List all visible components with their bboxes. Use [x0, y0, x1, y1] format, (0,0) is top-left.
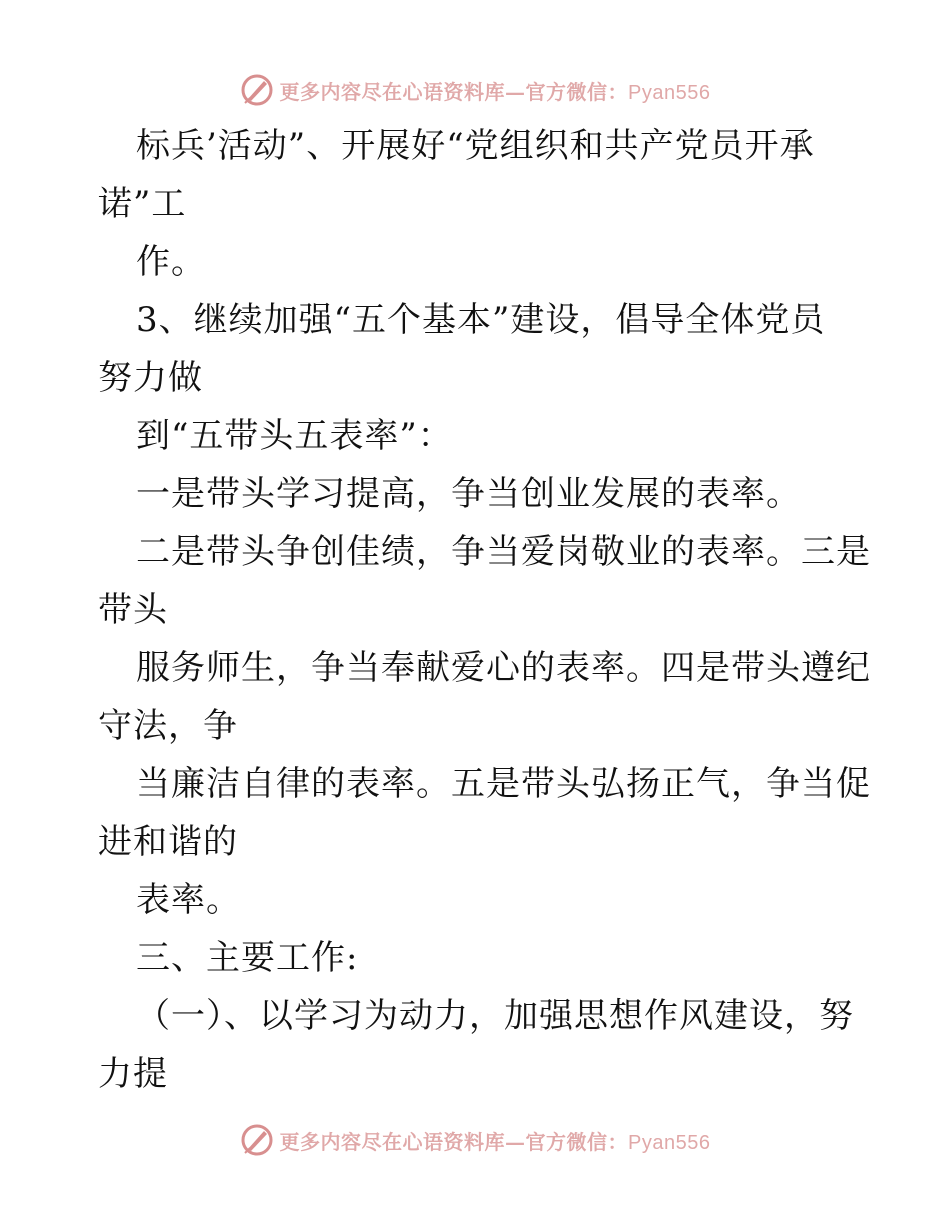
- text-line: 三、主要工作:: [136, 938, 359, 978]
- text-line: 3、继续加强“五个基本”建设，倡导全体党员: [136, 300, 826, 340]
- text-line: 力提: [98, 1054, 168, 1094]
- text-line: 当廉洁自律的表率。五是带头弘扬正气，争当促: [136, 764, 871, 804]
- text-line: 进和谐的: [98, 822, 238, 862]
- quill-logo-icon: [240, 73, 274, 107]
- watermark-text: 更多内容尽在心语资料库—官方微信：Pyan556: [279, 1129, 711, 1154]
- quill-logo-icon: [240, 1123, 274, 1157]
- watermark-header: [0, 70, 950, 110]
- document-body: [98, 117, 871, 1103]
- text-line: 到“五带头五表率”：: [136, 416, 453, 456]
- text-line: 作。: [136, 242, 206, 282]
- text-line: 二是带头争创佳绩，争当爱岗敬业的表率。三是: [136, 532, 871, 572]
- text-line: （一）、以学习为动力，加强思想作风建设，努: [136, 996, 854, 1036]
- text-line: 服务师生，争当奉献爱心的表率。四是带头遵纪: [136, 648, 871, 688]
- text-line: 努力做: [98, 358, 203, 398]
- watermark-footer: [0, 1120, 950, 1160]
- watermark-text: 更多内容尽在心语资料库—官方微信：Pyan556: [279, 79, 711, 104]
- text-line: 诺”工: [98, 184, 187, 224]
- text-line: 守法，争: [98, 706, 238, 746]
- text-line: 表率。: [136, 880, 241, 920]
- text-line: 一是带头学习提高，争当创业发展的表率。: [136, 474, 801, 514]
- text-line: 标兵’活动”、开展好“党组织和共产党员开承: [136, 126, 815, 166]
- text-line: 带头: [98, 590, 168, 630]
